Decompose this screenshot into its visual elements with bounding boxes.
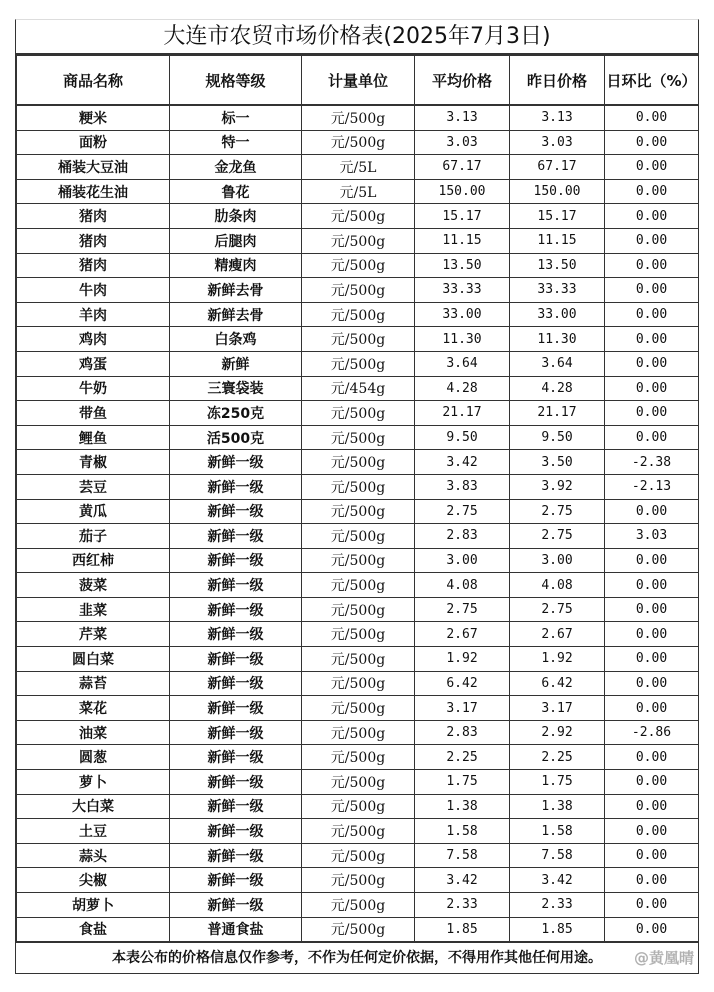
table-row bbox=[17, 573, 699, 598]
daily-change-cell: 0.00 bbox=[605, 745, 699, 770]
table-row bbox=[17, 351, 699, 376]
avg-price-cell: 21.17 bbox=[415, 401, 510, 426]
daily-change-cell: 0.00 bbox=[605, 770, 699, 795]
item-name-cell: 西红柿 bbox=[17, 548, 170, 573]
spec-cell: 新鲜一级 bbox=[170, 597, 302, 622]
table-row bbox=[17, 425, 699, 450]
table-row bbox=[17, 893, 699, 918]
table-row bbox=[17, 671, 699, 696]
table-row bbox=[17, 278, 699, 303]
item-name-cell: 食盐 bbox=[17, 917, 170, 942]
unit-cell: 元/500g bbox=[302, 843, 415, 868]
avg-price-cell: 67.17 bbox=[415, 155, 510, 180]
daily-change-cell: 0.00 bbox=[605, 228, 699, 253]
table-row bbox=[17, 868, 699, 893]
yesterday-price-cell: 21.17 bbox=[510, 401, 605, 426]
spec-cell: 标一 bbox=[170, 105, 302, 130]
unit-cell: 元/500g bbox=[302, 893, 415, 918]
unit-cell: 元/500g bbox=[302, 278, 415, 303]
item-name-cell: 圆白菜 bbox=[17, 647, 170, 672]
item-name-cell: 茄子 bbox=[17, 524, 170, 549]
spec-cell: 普通食盐 bbox=[170, 917, 302, 942]
table-row bbox=[17, 130, 699, 155]
spec-cell: 鲁花 bbox=[170, 179, 302, 204]
avg-price-cell: 6.42 bbox=[415, 671, 510, 696]
item-name-cell: 萝卜 bbox=[17, 770, 170, 795]
spec-cell: 新鲜 bbox=[170, 351, 302, 376]
avg-price-cell: 150.00 bbox=[415, 179, 510, 204]
item-name-cell: 鸡肉 bbox=[17, 327, 170, 352]
avg-price-cell: 13.50 bbox=[415, 253, 510, 278]
unit-cell: 元/500g bbox=[302, 671, 415, 696]
table-row bbox=[17, 794, 699, 819]
table-row bbox=[17, 499, 699, 524]
unit-cell: 元/500g bbox=[302, 204, 415, 229]
spec-cell: 新鲜一级 bbox=[170, 696, 302, 721]
avg-price-cell: 1.58 bbox=[415, 819, 510, 844]
daily-change-cell: 0.00 bbox=[605, 204, 699, 229]
item-name-cell: 油菜 bbox=[17, 720, 170, 745]
daily-change-cell: 0.00 bbox=[605, 647, 699, 672]
daily-change-cell: 0.00 bbox=[605, 376, 699, 401]
yesterday-price-cell: 1.58 bbox=[510, 819, 605, 844]
table-row bbox=[17, 770, 699, 795]
header-row bbox=[17, 56, 699, 106]
spec-cell: 新鲜一级 bbox=[170, 745, 302, 770]
item-name-cell: 桶装花生油 bbox=[17, 179, 170, 204]
item-name-cell: 青椒 bbox=[17, 450, 170, 475]
table-row bbox=[17, 745, 699, 770]
daily-change-cell: 0.00 bbox=[605, 917, 699, 942]
unit-cell: 元/500g bbox=[302, 794, 415, 819]
unit-cell: 元/500g bbox=[302, 745, 415, 770]
avg-price-cell: 1.75 bbox=[415, 770, 510, 795]
unit-cell: 元/500g bbox=[302, 105, 415, 130]
daily-change-cell: 0.00 bbox=[605, 105, 699, 130]
unit-cell: 元/500g bbox=[302, 450, 415, 475]
avg-price-cell: 2.83 bbox=[415, 720, 510, 745]
daily-change-cell: 0.00 bbox=[605, 819, 699, 844]
spec-cell: 新鲜一级 bbox=[170, 843, 302, 868]
yesterday-price-cell: 15.17 bbox=[510, 204, 605, 229]
yesterday-price-cell: 3.92 bbox=[510, 474, 605, 499]
avg-price-cell: 3.83 bbox=[415, 474, 510, 499]
table-row bbox=[17, 179, 699, 204]
yesterday-price-cell: 4.28 bbox=[510, 376, 605, 401]
yesterday-price-cell: 3.03 bbox=[510, 130, 605, 155]
unit-cell: 元/500g bbox=[302, 474, 415, 499]
footer-note bbox=[16, 942, 698, 973]
yesterday-price-cell: 2.67 bbox=[510, 622, 605, 647]
table-row bbox=[17, 253, 699, 278]
unit-cell: 元/500g bbox=[302, 228, 415, 253]
daily-change-cell: 0.00 bbox=[605, 843, 699, 868]
item-name-cell: 菠菜 bbox=[17, 573, 170, 598]
unit-cell: 元/500g bbox=[302, 253, 415, 278]
avg-price-cell: 33.33 bbox=[415, 278, 510, 303]
daily-change-cell: 0.00 bbox=[605, 573, 699, 598]
spec-cell: 新鲜一级 bbox=[170, 868, 302, 893]
unit-cell: 元/500g bbox=[302, 327, 415, 352]
spec-cell: 新鲜一级 bbox=[170, 671, 302, 696]
daily-change-cell: 0.00 bbox=[605, 499, 699, 524]
table-row bbox=[17, 204, 699, 229]
item-name-cell: 牛肉 bbox=[17, 278, 170, 303]
footer-text: 本表公布的价格信息仅作参考，不作为任何定价依据，不得用作其他任何用途。 bbox=[112, 950, 602, 967]
yesterday-price-cell: 2.75 bbox=[510, 597, 605, 622]
yesterday-price-cell: 33.00 bbox=[510, 302, 605, 327]
spec-cell: 新鲜一级 bbox=[170, 524, 302, 549]
unit-cell: 元/500g bbox=[302, 819, 415, 844]
avg-price-cell: 1.92 bbox=[415, 647, 510, 672]
yesterday-price-cell: 2.25 bbox=[510, 745, 605, 770]
avg-price-cell: 2.67 bbox=[415, 622, 510, 647]
spec-cell: 新鲜一级 bbox=[170, 647, 302, 672]
item-name-cell: 桶装大豆油 bbox=[17, 155, 170, 180]
yesterday-price-cell: 1.38 bbox=[510, 794, 605, 819]
yesterday-price-cell: 1.75 bbox=[510, 770, 605, 795]
unit-cell: 元/500g bbox=[302, 720, 415, 745]
daily-change-cell: -2.13 bbox=[605, 474, 699, 499]
table-row bbox=[17, 155, 699, 180]
unit-cell: 元/500g bbox=[302, 548, 415, 573]
yesterday-price-cell: 2.33 bbox=[510, 893, 605, 918]
page-title: 大连市农贸市场价格表(2025年7月3日) bbox=[16, 20, 698, 55]
item-name-cell: 胡萝卜 bbox=[17, 893, 170, 918]
spec-cell: 金龙鱼 bbox=[170, 155, 302, 180]
daily-change-cell: 0.00 bbox=[605, 179, 699, 204]
daily-change-cell: 0.00 bbox=[605, 597, 699, 622]
table-row bbox=[17, 105, 699, 130]
item-name-cell: 带鱼 bbox=[17, 401, 170, 426]
avg-price-cell: 1.38 bbox=[415, 794, 510, 819]
item-name-cell: 猪肉 bbox=[17, 228, 170, 253]
daily-change-cell: 0.00 bbox=[605, 548, 699, 573]
spec-cell: 新鲜一级 bbox=[170, 548, 302, 573]
unit-cell: 元/5L bbox=[302, 179, 415, 204]
price-table-document bbox=[15, 19, 699, 974]
avg-price-cell: 4.08 bbox=[415, 573, 510, 598]
unit-cell: 元/500g bbox=[302, 597, 415, 622]
avg-price-cell: 15.17 bbox=[415, 204, 510, 229]
yesterday-price-cell: 1.85 bbox=[510, 917, 605, 942]
unit-cell: 元/500g bbox=[302, 401, 415, 426]
yesterday-price-cell: 2.75 bbox=[510, 499, 605, 524]
table-row bbox=[17, 376, 699, 401]
spec-cell: 新鲜一级 bbox=[170, 450, 302, 475]
watermark: @黄凰晴 bbox=[633, 949, 694, 968]
unit-cell: 元/500g bbox=[302, 524, 415, 549]
yesterday-price-cell: 1.92 bbox=[510, 647, 605, 672]
item-name-cell: 芹菜 bbox=[17, 622, 170, 647]
unit-cell: 元/500g bbox=[302, 130, 415, 155]
table-row bbox=[17, 474, 699, 499]
spec-cell: 肋条肉 bbox=[170, 204, 302, 229]
yesterday-price-cell: 11.15 bbox=[510, 228, 605, 253]
table-row bbox=[17, 597, 699, 622]
spec-cell: 三寰袋装 bbox=[170, 376, 302, 401]
item-name-cell: 芸豆 bbox=[17, 474, 170, 499]
table-row bbox=[17, 228, 699, 253]
item-name-cell: 土豆 bbox=[17, 819, 170, 844]
spec-cell: 活500克 bbox=[170, 425, 302, 450]
header-name: 商品名称 bbox=[17, 56, 170, 106]
spec-cell: 新鲜一级 bbox=[170, 499, 302, 524]
daily-change-cell: -2.86 bbox=[605, 720, 699, 745]
item-name-cell: 尖椒 bbox=[17, 868, 170, 893]
unit-cell: 元/500g bbox=[302, 868, 415, 893]
table-row bbox=[17, 450, 699, 475]
header-yesterday-price: 昨日价格 bbox=[510, 56, 605, 106]
unit-cell: 元/500g bbox=[302, 622, 415, 647]
spec-cell: 新鲜一级 bbox=[170, 573, 302, 598]
table-row bbox=[17, 302, 699, 327]
table-row bbox=[17, 548, 699, 573]
avg-price-cell: 2.33 bbox=[415, 893, 510, 918]
spec-cell: 新鲜一级 bbox=[170, 819, 302, 844]
daily-change-cell: 0.00 bbox=[605, 130, 699, 155]
daily-change-cell: 0.00 bbox=[605, 302, 699, 327]
daily-change-cell: 0.00 bbox=[605, 622, 699, 647]
table-row bbox=[17, 327, 699, 352]
unit-cell: 元/500g bbox=[302, 499, 415, 524]
avg-price-cell: 3.42 bbox=[415, 868, 510, 893]
unit-cell: 元/500g bbox=[302, 351, 415, 376]
daily-change-cell: 0.00 bbox=[605, 696, 699, 721]
yesterday-price-cell: 3.13 bbox=[510, 105, 605, 130]
spec-cell: 新鲜一级 bbox=[170, 474, 302, 499]
yesterday-price-cell: 2.92 bbox=[510, 720, 605, 745]
avg-price-cell: 3.13 bbox=[415, 105, 510, 130]
item-name-cell: 猪肉 bbox=[17, 204, 170, 229]
price-table bbox=[16, 55, 699, 942]
daily-change-cell: 0.00 bbox=[605, 327, 699, 352]
avg-price-cell: 7.58 bbox=[415, 843, 510, 868]
spec-cell: 新鲜一级 bbox=[170, 720, 302, 745]
table-row bbox=[17, 524, 699, 549]
avg-price-cell: 33.00 bbox=[415, 302, 510, 327]
unit-cell: 元/500g bbox=[302, 917, 415, 942]
yesterday-price-cell: 150.00 bbox=[510, 179, 605, 204]
header-spec: 规格等级 bbox=[170, 56, 302, 106]
avg-price-cell: 9.50 bbox=[415, 425, 510, 450]
item-name-cell: 黄瓜 bbox=[17, 499, 170, 524]
yesterday-price-cell: 4.08 bbox=[510, 573, 605, 598]
avg-price-cell: 2.83 bbox=[415, 524, 510, 549]
avg-price-cell: 11.30 bbox=[415, 327, 510, 352]
table-row bbox=[17, 647, 699, 672]
daily-change-cell: 0.00 bbox=[605, 893, 699, 918]
spec-cell: 新鲜去骨 bbox=[170, 302, 302, 327]
item-name-cell: 牛奶 bbox=[17, 376, 170, 401]
table-row bbox=[17, 401, 699, 426]
spec-cell: 新鲜去骨 bbox=[170, 278, 302, 303]
yesterday-price-cell: 7.58 bbox=[510, 843, 605, 868]
spec-cell: 新鲜一级 bbox=[170, 622, 302, 647]
item-name-cell: 粳米 bbox=[17, 105, 170, 130]
table-row bbox=[17, 720, 699, 745]
yesterday-price-cell: 13.50 bbox=[510, 253, 605, 278]
daily-change-cell: 0.00 bbox=[605, 401, 699, 426]
daily-change-cell: 0.00 bbox=[605, 868, 699, 893]
spec-cell: 新鲜一级 bbox=[170, 893, 302, 918]
yesterday-price-cell: 6.42 bbox=[510, 671, 605, 696]
avg-price-cell: 3.17 bbox=[415, 696, 510, 721]
yesterday-price-cell: 3.50 bbox=[510, 450, 605, 475]
header-daily-change: 日环比（%） bbox=[605, 56, 699, 106]
table-row bbox=[17, 819, 699, 844]
daily-change-cell: 0.00 bbox=[605, 351, 699, 376]
yesterday-price-cell: 33.33 bbox=[510, 278, 605, 303]
item-name-cell: 蒜头 bbox=[17, 843, 170, 868]
avg-price-cell: 11.15 bbox=[415, 228, 510, 253]
table-row bbox=[17, 843, 699, 868]
yesterday-price-cell: 3.64 bbox=[510, 351, 605, 376]
avg-price-cell: 4.28 bbox=[415, 376, 510, 401]
item-name-cell: 鸡蛋 bbox=[17, 351, 170, 376]
daily-change-cell: 3.03 bbox=[605, 524, 699, 549]
yesterday-price-cell: 2.75 bbox=[510, 524, 605, 549]
unit-cell: 元/500g bbox=[302, 425, 415, 450]
daily-change-cell: 0.00 bbox=[605, 278, 699, 303]
item-name-cell: 大白菜 bbox=[17, 794, 170, 819]
yesterday-price-cell: 67.17 bbox=[510, 155, 605, 180]
avg-price-cell: 3.42 bbox=[415, 450, 510, 475]
item-name-cell: 菜花 bbox=[17, 696, 170, 721]
spec-cell: 特一 bbox=[170, 130, 302, 155]
spec-cell: 新鲜一级 bbox=[170, 794, 302, 819]
daily-change-cell: 0.00 bbox=[605, 794, 699, 819]
avg-price-cell: 3.64 bbox=[415, 351, 510, 376]
yesterday-price-cell: 3.00 bbox=[510, 548, 605, 573]
avg-price-cell: 2.75 bbox=[415, 597, 510, 622]
table-row bbox=[17, 622, 699, 647]
unit-cell: 元/5L bbox=[302, 155, 415, 180]
spec-cell: 后腿肉 bbox=[170, 228, 302, 253]
header-avg-price: 平均价格 bbox=[415, 56, 510, 106]
spec-cell: 新鲜一级 bbox=[170, 770, 302, 795]
item-name-cell: 圆葱 bbox=[17, 745, 170, 770]
daily-change-cell: 0.00 bbox=[605, 253, 699, 278]
daily-change-cell: 0.00 bbox=[605, 155, 699, 180]
unit-cell: 元/500g bbox=[302, 302, 415, 327]
item-name-cell: 鲤鱼 bbox=[17, 425, 170, 450]
daily-change-cell: 0.00 bbox=[605, 425, 699, 450]
unit-cell: 元/500g bbox=[302, 647, 415, 672]
yesterday-price-cell: 11.30 bbox=[510, 327, 605, 352]
daily-change-cell: -2.38 bbox=[605, 450, 699, 475]
item-name-cell: 韭菜 bbox=[17, 597, 170, 622]
item-name-cell: 猪肉 bbox=[17, 253, 170, 278]
unit-cell: 元/500g bbox=[302, 770, 415, 795]
unit-cell: 元/500g bbox=[302, 696, 415, 721]
avg-price-cell: 2.25 bbox=[415, 745, 510, 770]
spec-cell: 冻250克 bbox=[170, 401, 302, 426]
item-name-cell: 羊肉 bbox=[17, 302, 170, 327]
unit-cell: 元/454g bbox=[302, 376, 415, 401]
table-row bbox=[17, 696, 699, 721]
unit-cell: 元/500g bbox=[302, 573, 415, 598]
table-row bbox=[17, 917, 699, 942]
header-unit: 计量单位 bbox=[302, 56, 415, 106]
avg-price-cell: 3.00 bbox=[415, 548, 510, 573]
item-name-cell: 面粉 bbox=[17, 130, 170, 155]
daily-change-cell: 0.00 bbox=[605, 671, 699, 696]
avg-price-cell: 3.03 bbox=[415, 130, 510, 155]
spec-cell: 精瘦肉 bbox=[170, 253, 302, 278]
avg-price-cell: 1.85 bbox=[415, 917, 510, 942]
item-name-cell: 蒜苔 bbox=[17, 671, 170, 696]
spec-cell: 白条鸡 bbox=[170, 327, 302, 352]
avg-price-cell: 2.75 bbox=[415, 499, 510, 524]
yesterday-price-cell: 3.17 bbox=[510, 696, 605, 721]
yesterday-price-cell: 3.42 bbox=[510, 868, 605, 893]
yesterday-price-cell: 9.50 bbox=[510, 425, 605, 450]
